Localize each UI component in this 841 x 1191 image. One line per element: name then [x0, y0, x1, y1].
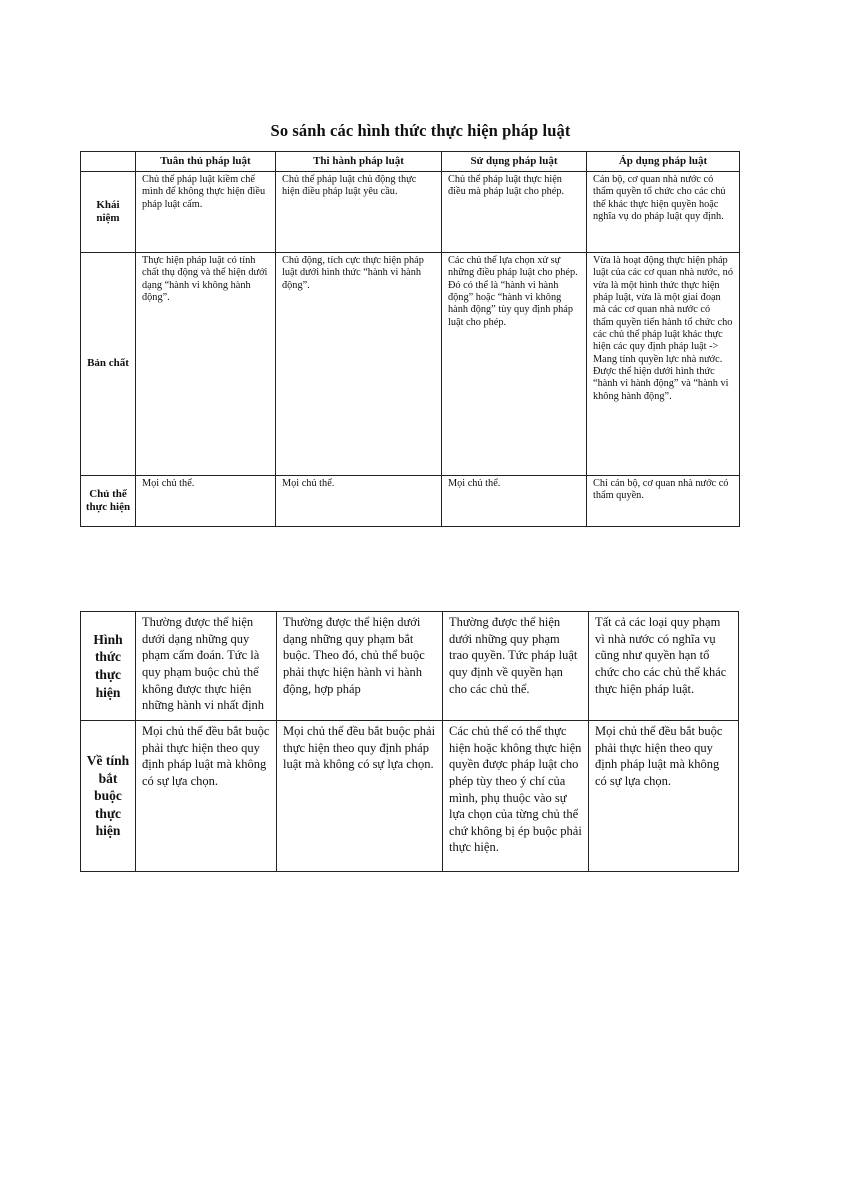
table-cell: Chủ động, tích cực thực hiện pháp luật dưới hình thức “hành vi hành động”.: [276, 253, 442, 476]
table-header-row: [81, 152, 740, 172]
column-header-su-dung: Sử dụng pháp luật: [442, 152, 587, 172]
table-cell: Mọi chủ thể.: [276, 476, 442, 527]
table-cell: Mọi chủ thể.: [136, 476, 276, 527]
row-header-tinh-bat-buoc: Về tính bắt buộc thực hiện: [81, 721, 136, 872]
column-header-tuan-thu: Tuân thủ pháp luật: [136, 152, 276, 172]
table-cell: Cán bộ, cơ quan nhà nước có thẩm quyền tổ chức cho các chủ thể khác thực hiện quyền hoặc nghĩa vụ do pháp luật quy định.: [587, 172, 740, 253]
table-cell: Mọi chủ thể đều bắt buộc phải thực hiện theo quy định pháp luật mà không có sự lựa chọn.: [589, 721, 739, 872]
table-cell: Thường được thể hiện dưới những quy phạm trao quyền. Tức pháp luật quy định về quyền hạn cho các chủ thể.: [443, 612, 589, 721]
table-cell: Chỉ cán bộ, cơ quan nhà nước có thẩm quyền.: [587, 476, 740, 527]
comparison-table-part-2: [80, 611, 739, 872]
column-header-corner: [81, 152, 136, 172]
row-header-hinh-thuc-thuc-hien: Hình thức thực hiện: [81, 612, 136, 721]
table-row: [81, 253, 740, 476]
table-row: [81, 612, 739, 721]
table-cell: Tất cả các loại quy phạm vì nhà nước có nghĩa vụ cũng như quyền hạn tổ chức cho các chủ thể khác thực hiện pháp luật.: [589, 612, 739, 721]
table-cell: Mọi chủ thể.: [442, 476, 587, 527]
table-cell: Chủ thể pháp luật kiềm chế mình để không thực hiện điều pháp luật cấm.: [136, 172, 276, 253]
row-header-ban-chat: Bản chất: [81, 253, 136, 476]
table-cell: Chủ thể pháp luật chủ động thực hiện điều pháp luật yêu cầu.: [276, 172, 442, 253]
row-header-khai-niem: Khái niệm: [81, 172, 136, 253]
table-cell: Vừa là hoạt động thực hiện pháp luật của các cơ quan nhà nước, nó vừa là một hình thức thực hiện pháp luật, vừa là một giai đoạn mà các cơ quan nhà nước có thẩm quyền tiến hành tổ chức cho các chủ thể pháp luật khác thực hiện các quy định pháp luật -> Mang tính quyền lực nhà nước. Được thể hiện dưới hình thức “hành vi hành động” và “hành vi không hành động”.: [587, 253, 740, 476]
column-header-thi-hanh: Thi hành pháp luật: [276, 152, 442, 172]
table-cell: Mọi chủ thể đều bắt buộc phải thực hiện theo quy định pháp luật mà không có sự lựa chọn.: [277, 721, 443, 872]
table-row: [81, 721, 739, 872]
table-row: [81, 476, 740, 527]
table-cell: Các chủ thể có thể thực hiện hoặc không thực hiện quyền được pháp luật cho phép tùy theo ý chí của mình, phụ thuộc vào sự lựa chọn của từng chủ thể chứ không bị ép buộc phải thực hiện.: [443, 721, 589, 872]
table-row: [81, 172, 740, 253]
comparison-table-part-1: [80, 151, 740, 527]
column-header-ap-dung: Áp dụng pháp luật: [587, 152, 740, 172]
table-cell: Mọi chủ thể đều bắt buộc phải thực hiện theo quy định pháp luật mà không có sự lựa chọn.: [136, 721, 277, 872]
table-cell: Thường được thể hiện dưới dạng những quy phạm bắt buộc. Theo đó, chủ thể buộc phải thực hiện hành vi hành động, hợp pháp: [277, 612, 443, 721]
table-cell: Chủ thể pháp luật thực hiện điều mà pháp luật cho phép.: [442, 172, 587, 253]
row-header-chu-the-thuc-hien: Chủ thể thực hiện: [81, 476, 136, 527]
table-cell: Thực hiện pháp luật có tính chất thụ động và thể hiện dưới dạng “hành vi không hành động”.: [136, 253, 276, 476]
table-cell: Thường được thể hiện dưới dạng những quy phạm cấm đoán. Tức là quy phạm buộc chủ thể không được thực hiện những hành vi nhất định: [136, 612, 277, 721]
table-cell: Các chủ thể lựa chọn xử sự những điều pháp luật cho phép. Đó có thể là “hành vi hành động” hoặc “hành vi không hành động” tùy quy định pháp luật cho phép.: [442, 253, 587, 476]
page-title: So sánh các hình thức thực hiện pháp luật: [270, 121, 571, 140]
